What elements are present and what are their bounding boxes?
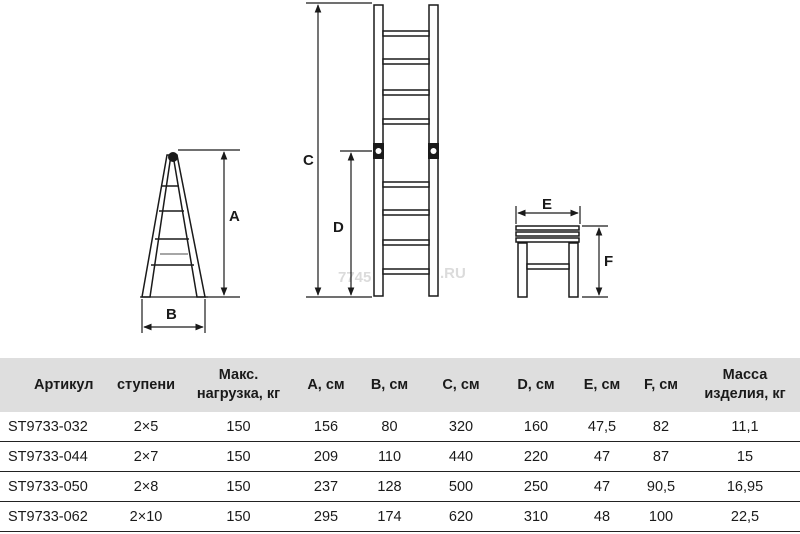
cell-article: ST9733-062 — [0, 502, 110, 532]
label-f: F — [604, 253, 614, 270]
header-steps: ступени — [110, 358, 182, 412]
svg-text:.RU: .RU — [440, 265, 466, 282]
cell-weight: 11,1 — [690, 412, 800, 442]
cell-max-load: 150 — [182, 442, 295, 472]
table-row — [0, 472, 800, 502]
cell-weight: 22,5 — [690, 502, 800, 532]
cell-c: 500 — [422, 472, 500, 502]
cell-weight: 15 — [690, 442, 800, 472]
cell-article: ST9733-050 — [0, 472, 110, 502]
cell-max-load: 150 — [182, 502, 295, 532]
cell-steps: 2×7 — [110, 442, 182, 472]
svg-text:7745: 7745 — [338, 269, 372, 286]
cell-steps: 2×8 — [110, 472, 182, 502]
table-body — [0, 412, 800, 532]
cell-d: 160 — [500, 412, 572, 442]
cell-e: 47 — [572, 472, 632, 502]
header-article: Артикул — [0, 358, 110, 412]
spec-table — [0, 358, 800, 532]
table-row — [0, 442, 800, 472]
dimension-c — [306, 3, 372, 297]
cell-e: 48 — [572, 502, 632, 532]
label-d: D — [333, 219, 344, 236]
cell-d: 310 — [500, 502, 572, 532]
header-max-load: Макс. нагрузка, кг — [182, 358, 295, 412]
cell-d: 250 — [500, 472, 572, 502]
header-b: B, см — [357, 358, 422, 412]
table-row — [0, 502, 800, 532]
cell-a: 237 — [295, 472, 357, 502]
cell-steps: 2×10 — [110, 502, 182, 532]
cell-f: 87 — [632, 442, 690, 472]
platform-drawing — [516, 226, 579, 297]
header-c: C, см — [422, 358, 500, 412]
cell-c: 440 — [422, 442, 500, 472]
cell-f: 100 — [632, 502, 690, 532]
table-header — [0, 358, 800, 412]
cell-weight: 16,95 — [690, 472, 800, 502]
cell-b: 128 — [357, 472, 422, 502]
header-a: A, см — [295, 358, 357, 412]
cell-f: 82 — [632, 412, 690, 442]
label-c: C — [303, 152, 314, 169]
label-a: A — [229, 208, 240, 225]
header-e: E, см — [572, 358, 632, 412]
cell-e: 47 — [572, 442, 632, 472]
cell-max-load: 150 — [182, 412, 295, 442]
cell-e: 47,5 — [572, 412, 632, 442]
label-e: E — [542, 196, 553, 213]
cell-steps: 2×5 — [110, 412, 182, 442]
header-d: D, см — [500, 358, 572, 412]
cell-c: 320 — [422, 412, 500, 442]
header-weight: Масса изделия, кг — [690, 358, 800, 412]
table-row — [0, 412, 800, 442]
cell-b: 110 — [357, 442, 422, 472]
header-f: F, см — [632, 358, 690, 412]
cell-a: 209 — [295, 442, 357, 472]
label-b: B — [166, 306, 177, 323]
cell-max-load: 150 — [182, 472, 295, 502]
cell-article: ST9733-044 — [0, 442, 110, 472]
cell-article: ST9733-032 — [0, 412, 110, 442]
cell-a: 156 — [295, 412, 357, 442]
cell-b: 80 — [357, 412, 422, 442]
a-frame-ladder-drawing — [140, 152, 208, 297]
cell-f: 90,5 — [632, 472, 690, 502]
cell-a: 295 — [295, 502, 357, 532]
extended-ladder-drawing — [373, 5, 439, 296]
cell-d: 220 — [500, 442, 572, 472]
cell-b: 174 — [357, 502, 422, 532]
cell-c: 620 — [422, 502, 500, 532]
watermark — [338, 265, 466, 286]
